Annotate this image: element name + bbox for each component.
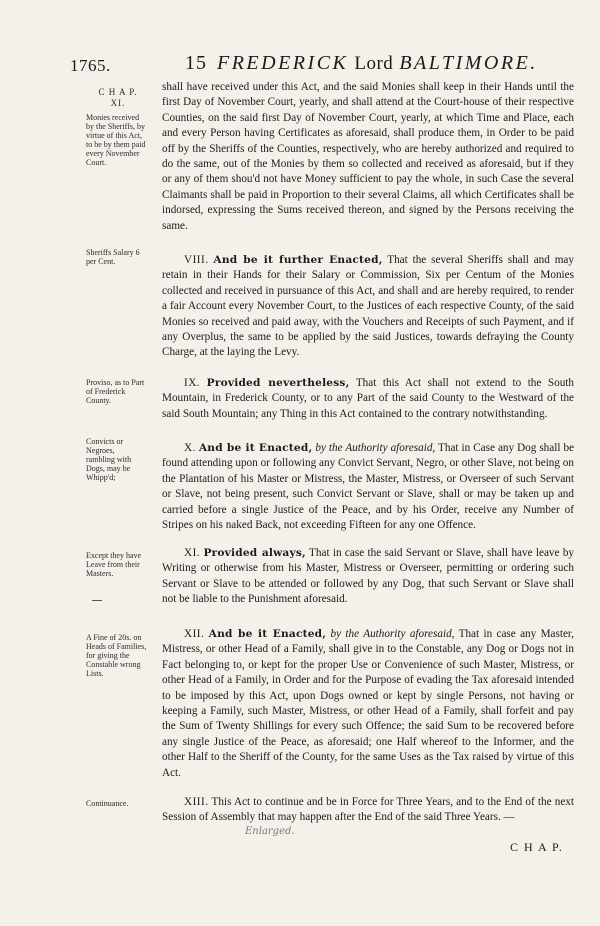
section-ix-opening: Provided nevertheless, [206, 377, 350, 389]
section-xii-authority: by the Authority aforesaid, [330, 628, 455, 640]
section-xi [162, 546, 574, 608]
margin-note-salary: Sheriffs Salary 6 per Cent. [86, 248, 140, 266]
section-xi-opening: Provided always, [203, 547, 306, 559]
chapter-label: C H A P. [98, 87, 138, 97]
section-ix-number: IX. [184, 377, 201, 389]
chapter-number: XI. [110, 98, 126, 108]
margin-chapter [92, 87, 144, 109]
title-name: BALTIMORE. [399, 52, 538, 74]
section-xiii [162, 795, 574, 826]
catchword: C H A P. [510, 840, 564, 854]
running-title [185, 52, 538, 75]
handwritten-annotation: Enlarged. [245, 826, 295, 837]
margin-note-fine: A Fine of 20s. on Heads of Families, for giving the Constable wrong Lists. [86, 633, 147, 678]
margin-note-except: Except they have Leave from their Masters. [86, 551, 142, 578]
section-xiii-text: This Act to continue and be in Force for Three Years, and to the End of the next Session of Assembly that may happen after the End of the said Three Years. — [162, 796, 574, 824]
margin-dash [92, 600, 102, 601]
section-xii-number: XII. [184, 628, 205, 640]
section-x-text: That in Case any Dog shall be found attending upon or following any Convict Servant, Negro, or other Slave, not being on the Plantation of his Master or Mistress, the Master, Mistress, or Overseer of such Servant or Slave, not being present, such Convict Servant or Slave, shall or may be taken up and carried before a single Justice of the Peace, and by his Order, receive any Number of Stripes on his naked Back, not exceeding Fifteen for any one Offence. [162, 442, 575, 532]
paragraph-continuation: shall have received under this Act, and the said Monies shall keep in their Hands until the first Day of November Court, yearly, and shall attend at the Court-house of their respective Counties, on the said first Day of November Court, yearly, at which Time and Place, each and every Person having Certificates as aforesaid, shall produce them, in Order to be paid off by the Sheriffs of the Counties, respectively, who are hereby authorized and required to do the same, out of the Monies by them so collected and received as aforesaid, but if they or any of them shou'd not have Money sufficient to pay the whole, in such Case the several Claimants shall be paid in Proportion to their several Claims, all which Certificates shall be indorsed, expressing the Sums received thereon, and signed by the Persons receiving the same. [162, 81, 574, 232]
section-xiii-number: XIII. [184, 796, 209, 808]
section-xii-opening: And be it Enacted, [208, 628, 327, 640]
section-viii [162, 253, 574, 361]
section-x-authority: by the Authority aforesaid, [315, 442, 436, 454]
section-ix [162, 376, 574, 422]
lord-word: Lord [354, 53, 394, 74]
section-viii-text: That the several Sheriffs shall and may retain in their Hands for their Salary or Commission, Six per Centum of the Monies collected and received in pursuance of this Act, and shall and are hereby required, to render a fair Account every November Court, to the Justices of each respective County, of the said Monies so received and paid away, with the Vouchers and Receipts of such Payment, and if any Overplus, the same to be applied by the said Justices, towards defraying the County Charge, at the laying the Levy. [162, 254, 574, 359]
section-xii-text: That in case any Master, Mistress, or other Head of a Family, shall give in to the Constable, any Dog or Dogs not in Fact belonging to, or kept for the proper Use or Convenience of such Master, Mistress, or other Head of a Family, in Order and for the Purpose of evading the Tax aforesaid intended to be imposed by this Act, upon Dogs owned or kept by single Persons, not having or keeping a Family, such Master, Mistress, or other Head of a Family, shall forfeit and pay the Sum of Twenty Shillings for every such Offence; the said Sum to be recovered before any single Justice of the Peace, as aforesaid; one Half whereof to the Informer, and the other Half to the Sheriff of the County, for the same Uses as the Tax raised by virtue of this Act. [162, 628, 574, 779]
section-x [162, 441, 574, 533]
page-header [70, 52, 560, 82]
section-xii [162, 627, 574, 781]
section-ix-text: That this Act shall not extend to the South Mountain, in Frederick County, or to any Part of the said County to the Westward of the said South Mountain; any Thing in this Act contained to the contrary notwithstanding. [162, 377, 575, 420]
section-viii-number: VIII. [184, 254, 209, 266]
section-viii-opening: And be it further Enacted, [213, 254, 383, 266]
margin-note-convicts: Convicts or Negroes, rambling with Dogs, may be Whipp'd; [86, 437, 132, 482]
regnal-number: 15 [185, 52, 207, 74]
margin-note-continuance: Continuance. [86, 799, 129, 808]
section-x-number: X. [184, 442, 196, 454]
margin-note-monies: Monies received by the Sheriffs, by virtue of this Act, to be by them paid every November Court. [86, 113, 146, 167]
section-xi-number: XI. [184, 547, 201, 559]
king-name: FREDERICK [217, 52, 349, 74]
section-xi-text: That in case the said Servant or Slave, shall have leave by Writing or otherwise from his Master, Mistress or Overseer, permitting or ordering such Servant or Slave to be attended or followed by any Dog, that such Servant or Slave shall not be liable to the Punishment aforesaid. [162, 547, 575, 606]
page-year: 1765. [70, 56, 111, 75]
margin-note-proviso: Proviso, as to Part of Frederick County. [86, 378, 145, 405]
section-x-opening: And be it Enacted, [198, 442, 313, 454]
